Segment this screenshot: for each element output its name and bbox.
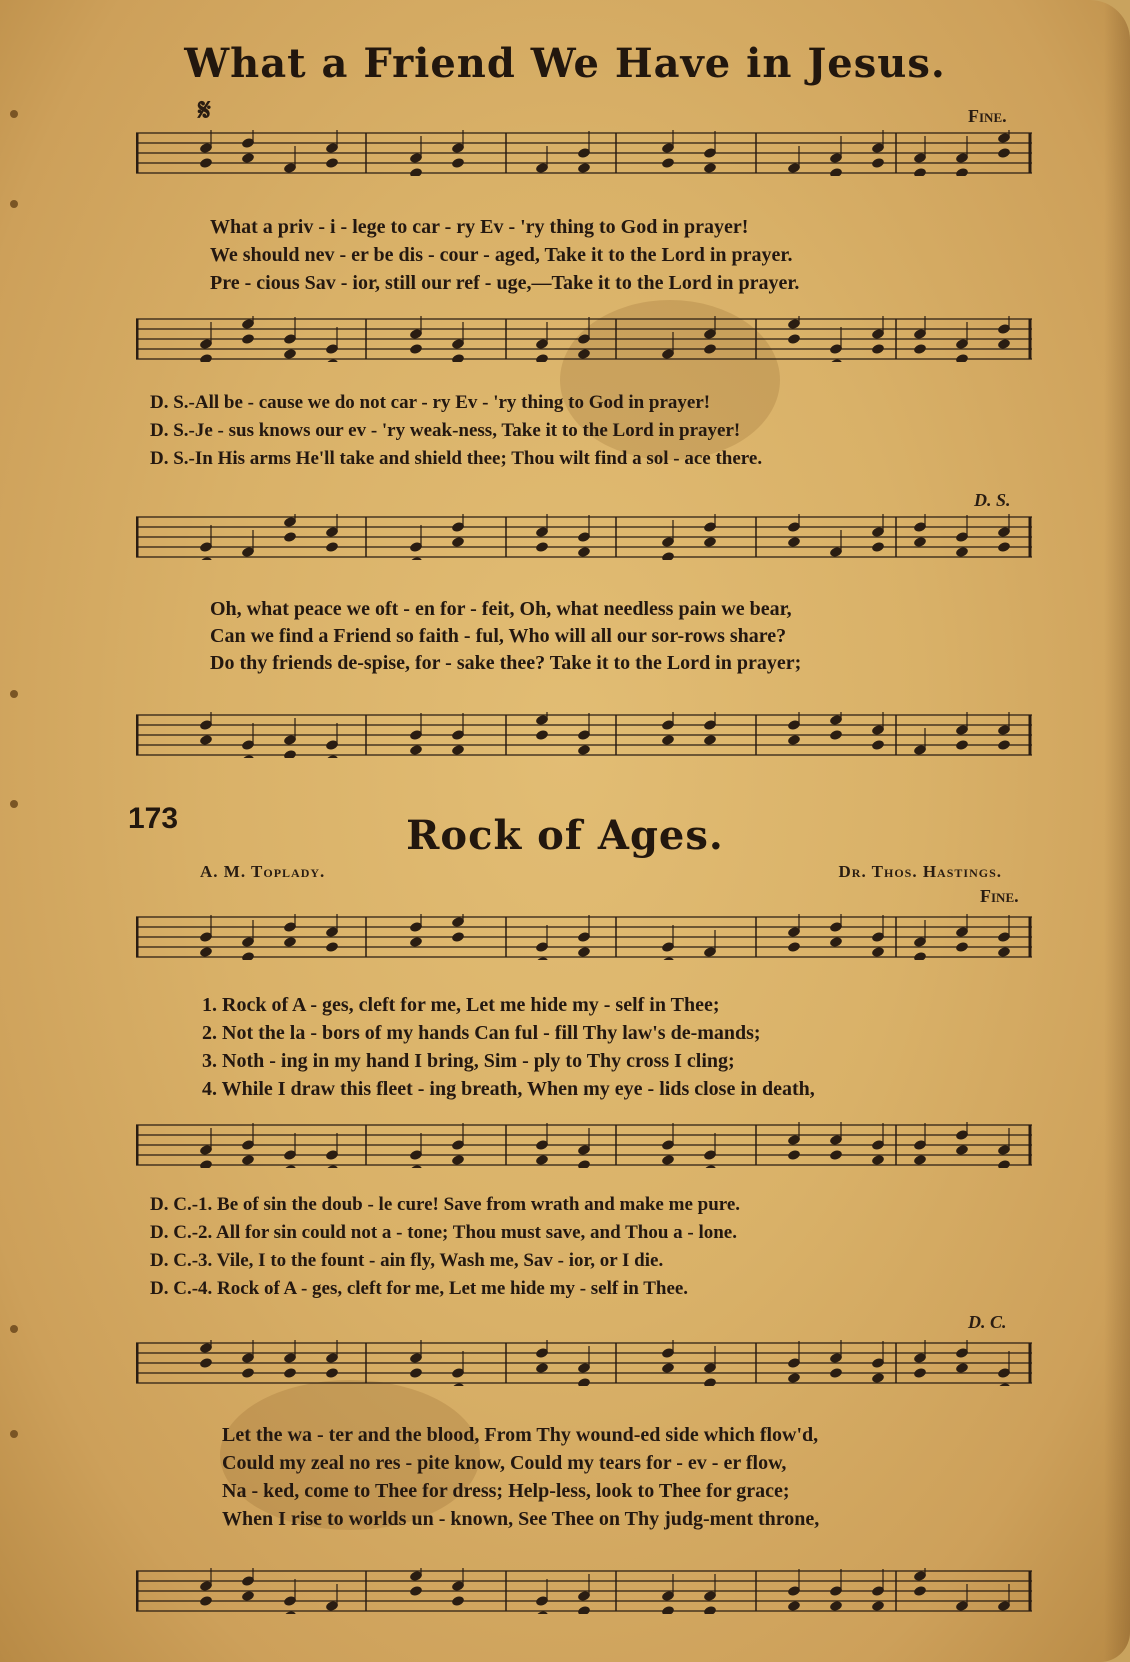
dc-mark: D. C. (968, 1312, 1007, 1332)
segno-mark: 𝄋 (198, 94, 211, 127)
lyric-line: Na - ked, come to Thee for dress; Help-less, look to Thee for grace; (222, 1480, 790, 1502)
dc-line: D. C.-2. All for sin could not a - tone; Thou must save, and Thou a - lone. (150, 1222, 737, 1243)
dc-line: D. C.-4. Rock of A - ges, cleft for me, Let me hide my - self in Thee. (150, 1278, 689, 1299)
lyric-line: Oh, what peace we oft - en for - feit, Oh, what needless pain we bear, (210, 598, 792, 620)
author-credit: A. M. Toplady. (200, 862, 326, 881)
ds-mark: D. S. (974, 490, 1011, 510)
hymn-title: Rock of Ages. (406, 812, 724, 859)
lyric-line: 1. Rock of A - ges, cleft for me, Let me hide my - self in Thee; (202, 994, 720, 1016)
ds-line: D. S.-Je - sus knows our ev - 'ry weak-ness, Take it to the Lord in prayer! (150, 420, 741, 441)
binding-hole (10, 690, 18, 698)
lyric-line: Pre - cious Sav - ior, still our ref - uge,—Take it to the Lord in prayer. (210, 272, 800, 294)
lyric-line: When I rise to worlds un - known, See Thee on Thy judg-ment throne, (222, 1508, 820, 1530)
treble-staff (136, 130, 1036, 176)
fine-mark: Fine. (968, 106, 1007, 126)
dc-line: D. C.-1. Be of sin the doub - le cure! Save from wrath and make me pure. (150, 1194, 741, 1215)
binding-hole (10, 1325, 18, 1333)
bass-staff (136, 1122, 1036, 1168)
treble-staff (136, 514, 1036, 560)
binding-hole (10, 110, 18, 118)
treble-staff (136, 914, 1036, 960)
binding-hole (10, 800, 18, 808)
treble-staff (136, 1340, 1036, 1386)
ds-line: D. S.-In His arms He'll take and shield thee; Thou wilt find a sol - ace there. (150, 448, 763, 469)
lyric-line: Let the wa - ter and the blood, From Thy wound-ed side which flow'd, (222, 1424, 819, 1446)
binding-hole (10, 1430, 18, 1438)
binding-hole (10, 200, 18, 208)
bass-staff (136, 316, 1036, 362)
lyric-line: Can we find a Friend so faith - ful, Who will all our sor-rows share? (210, 625, 787, 647)
fine-mark: Fine. (980, 886, 1019, 906)
hymn-title: What a Friend We Have in Jesus. (184, 40, 946, 87)
lyric-line: 4. While I draw this fleet - ing breath, When my eye - lids close in death, (202, 1078, 815, 1100)
composer-credit: Dr. Thos. Hastings. (838, 862, 1002, 881)
hymn-number: 173 (128, 802, 179, 835)
bass-staff (136, 1568, 1036, 1614)
dc-line: D. C.-3. Vile, I to the fount - ain fly, Wash me, Sav - ior, or I die. (150, 1250, 664, 1271)
lyric-line: 2. Not the la - bors of my hands Can ful - fill Thy law's de-mands; (202, 1022, 761, 1044)
lyric-line: 3. Noth - ing in my hand I bring, Sim - ply to Thy cross I cling; (202, 1050, 735, 1072)
lyric-line: Do thy friends de-spise, for - sake thee? Take it to the Lord in prayer; (210, 652, 802, 674)
ds-line: D. S.-All be - cause we do not car - ry Ev - 'ry thing to God in prayer! (150, 392, 711, 413)
bass-staff (136, 712, 1036, 758)
lyric-line: We should nev - er be dis - cour - aged, Take it to the Lord in prayer. (210, 244, 793, 266)
lyric-line: What a priv - i - lege to car - ry Ev - 'ry thing to God in prayer! (210, 216, 749, 238)
lyric-line: Could my zeal no res - pite know, Could my tears for - ev - er flow, (222, 1452, 787, 1474)
